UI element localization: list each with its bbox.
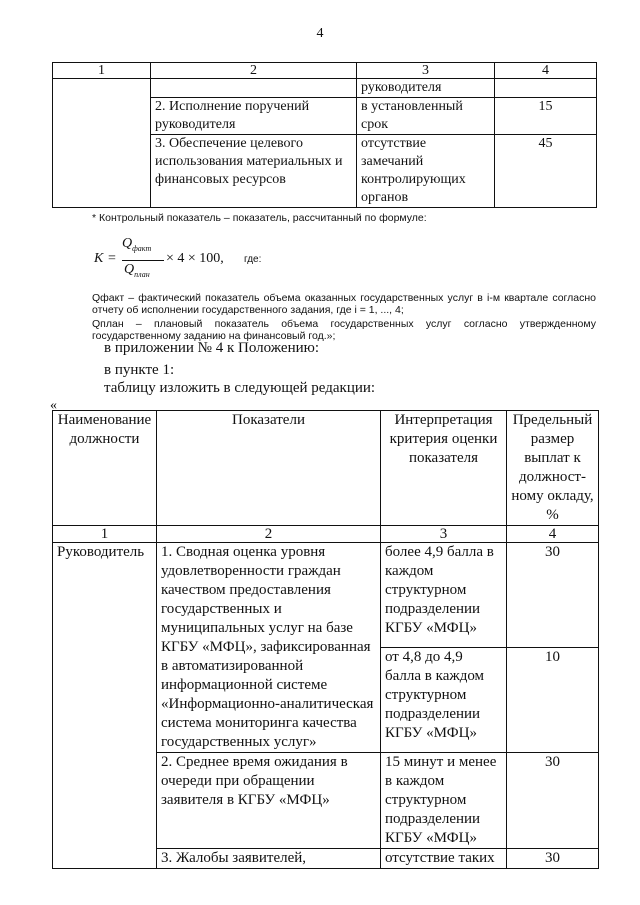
- formula-numerator: $Q_{факт}$: [122, 236, 152, 253]
- criteria-cell: от 4,8 до 4,9 балла в каждом структурном подразделении КГБУ «МФЦ»: [381, 648, 507, 753]
- formula-equals: =: [108, 251, 116, 266]
- table-cell: отсутствие замечаний контролирующих органов: [357, 135, 495, 208]
- indicator-cell: 3. Жалобы заявителей,: [157, 849, 381, 869]
- column-number: 1: [53, 526, 157, 543]
- criteria-cell: отсутствие таких: [381, 849, 507, 869]
- formula-where: где:: [244, 254, 262, 265]
- amendment-line: в приложении № 4 к Положению:: [104, 340, 320, 356]
- table-cell: 45: [495, 135, 597, 208]
- header-criteria: Интерпретация критерия оценки показателя: [381, 411, 507, 526]
- value-cell: 30: [507, 849, 599, 869]
- open-quote: «: [50, 398, 57, 413]
- table-cell: [53, 79, 151, 208]
- column-number: 4: [507, 526, 599, 543]
- amendment-line: таблицу изложить в следующей редакции:: [104, 380, 376, 396]
- value-cell: 30: [507, 753, 599, 849]
- header-max-payment: Предельный размер выплат к должност-ному окладу, %: [507, 411, 599, 526]
- table-criteria-continued: [52, 62, 597, 208]
- amendment-line: в пункте 1:: [104, 362, 175, 378]
- position-cell: Руководитель: [53, 543, 157, 869]
- value-cell: 30: [507, 543, 599, 648]
- table-cell: 3. Обеспечение целевого использования материальных и финансовых ресурсов: [151, 135, 357, 208]
- formula-denominator: $Q_{план}$: [124, 262, 150, 279]
- criteria-cell: более 4,9 балла в каждом структурном подразделении КГБУ «МФЦ»: [381, 543, 507, 648]
- table-header-row: [53, 411, 599, 526]
- formula-multiplier: × 4 × 100,: [166, 251, 224, 266]
- column-number: 2: [157, 526, 381, 543]
- table-payments: [52, 410, 599, 869]
- table-cell: 15: [495, 98, 597, 135]
- page-number: 4: [316, 26, 324, 41]
- table-cell: [151, 79, 357, 98]
- table-cell: руководителя: [357, 79, 495, 98]
- note-q-fact: Qфакт – фактический показатель объема оказанных государственных услуг в i-м квартале согласно отчету об исполнении государственного задания, где i = 1, ..., 4;: [92, 292, 596, 316]
- column-number: 3: [381, 526, 507, 543]
- header-cell: 2: [151, 63, 357, 79]
- formula-lhs: K: [94, 251, 104, 266]
- value-cell: 10: [507, 648, 599, 753]
- header-cell: 4: [495, 63, 597, 79]
- table-cell: [495, 79, 597, 98]
- table-number-row: [53, 526, 599, 543]
- table-cell: в установленный срок: [357, 98, 495, 135]
- header-cell: 3: [357, 63, 495, 79]
- note-q-plan: Qплан – плановый показатель объема государственных услуг согласно утвержденному государственному заданию на финансовый год.»;: [92, 318, 596, 342]
- fraction-line: [122, 260, 164, 261]
- indicator-cell: 1. Сводная оценка уровня удовлетворенности граждан качеством предоставления государственных и муниципальных услуг на базе КГБУ «МФЦ», зафиксированная в автоматизированной информационной системе «Информационно-аналитическая система мониторинга качества государственных услуг»: [157, 543, 381, 753]
- formula: [94, 236, 274, 284]
- indicator-cell: 2. Среднее время ожидания в очереди при обращении заявителя в КГБУ «МФЦ»: [157, 753, 381, 849]
- header-cell: 1: [53, 63, 151, 79]
- header-indicators: Показатели: [157, 411, 381, 526]
- header-position: Наименование должности: [53, 411, 157, 526]
- table-cell: 2. Исполнение поручений руководителя: [151, 98, 357, 135]
- criteria-cell: 15 минут и менее в каждом структурном подразделении КГБУ «МФЦ»: [381, 753, 507, 849]
- footnote: * Контрольный показатель – показатель, рассчитанный по формуле:: [92, 212, 427, 224]
- table-row: [53, 79, 597, 98]
- table-row: [53, 543, 599, 648]
- table-header-row: [53, 63, 597, 79]
